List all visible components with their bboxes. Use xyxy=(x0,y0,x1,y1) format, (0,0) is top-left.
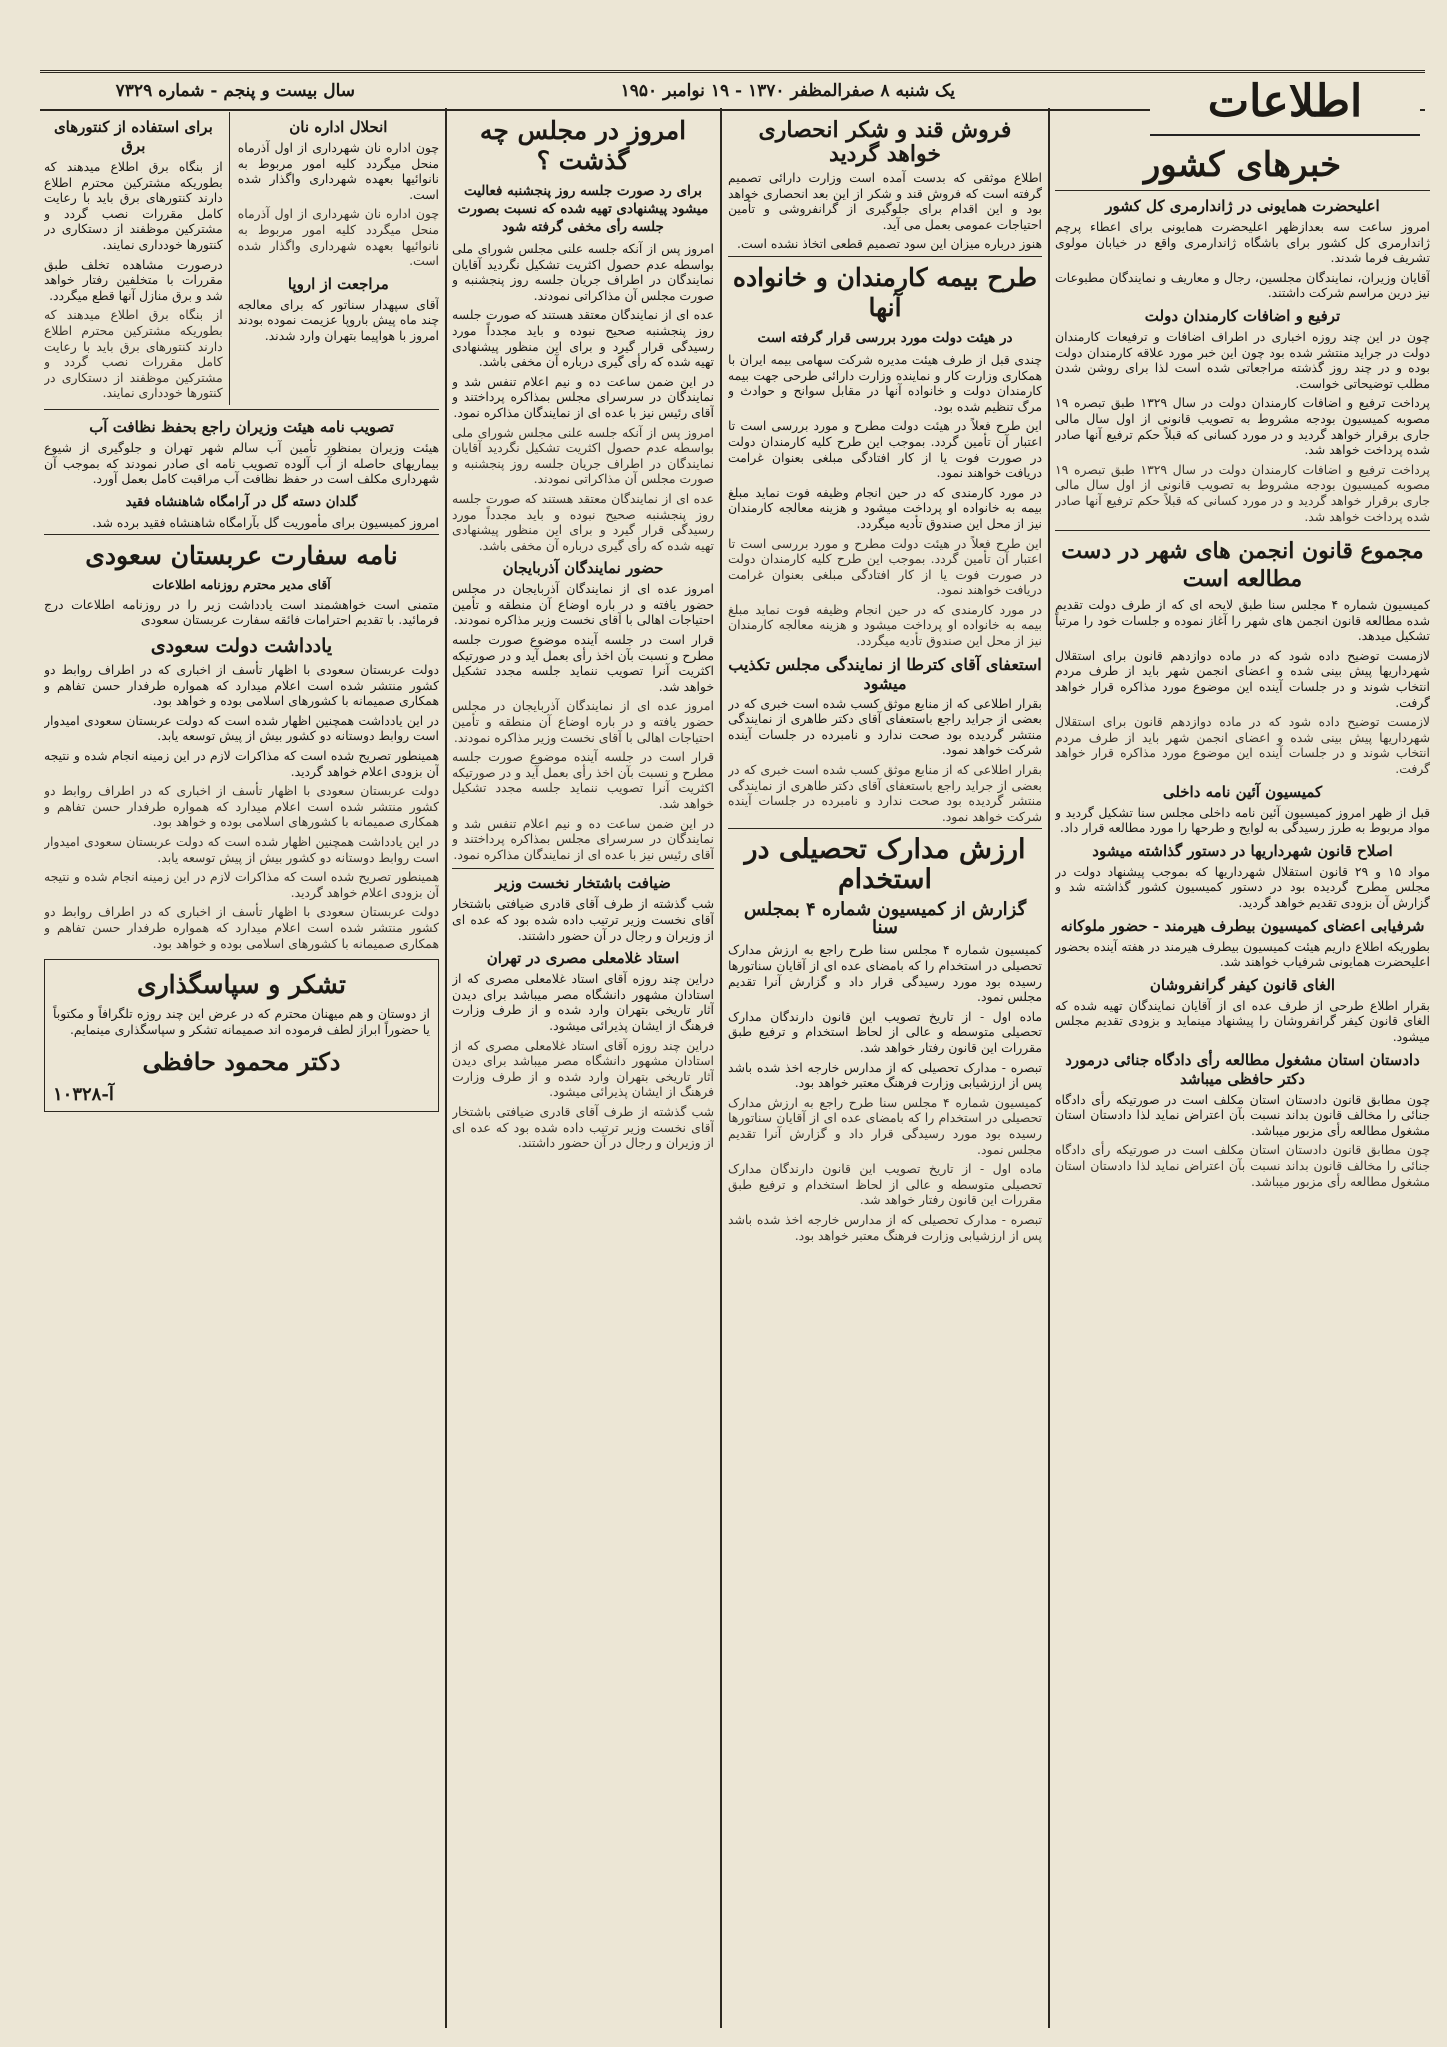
article-text: امروز کمیسیون برای مأموریت گل بآرامگاه شاهنشاه فقید برده شد. xyxy=(92,514,439,530)
volume-issue: سال بیست و پنجم - شماره ۷۳۲۹ xyxy=(115,81,355,101)
article-text: امروز پس از آنکه جلسه علنی مجلس شورای ملی بواسطه عدم حصول اکثریت تشکیل نگردید آقایان نمایندگان در اطراف جریان جلسه روز پنجشنبه و صورت مجلس آن مذاکراتی نمودند. xyxy=(452,424,714,487)
subheadline: گزارش از کمیسیون شماره ۴ بمجلس سنا xyxy=(743,899,1027,939)
article-text: تبصره - مدارک تحصیلی که از مدارس خارجه اخذ شده باشد پس از ارزشیابی وزارت فرهنگ معتبر خواهد بود. xyxy=(728,1211,1042,1243)
article-text: دولت عربستان سعودی با اظهار تأسف از اخباری که در اطراف روابط دو کشور منتشر شده است اعلام میدارد که همواره طرفدار حسن تفاهم و همکاری صمیمانه با کشورهای اسلامی بوده و خواهد بود. xyxy=(44,904,439,951)
article-text: چون مطابق قانون دادستان استان مکلف است در صورتیکه رأی دادگاه جنائی را مخالف قانون بداند نسبت بآن اعتراض نماید لذا دادستان استان مشغول مطالعه رأی مزبور میباشد. xyxy=(1055,1091,1430,1138)
article-text: لازمست توضیح داده شود که در ماده دوازدهم قانون برای استقلال شهرداریها پیش بینی شده و اعضای انجمن شهر باید از طرف مردم انتخاب شوند و در جلسات آینده این موضوع مورد مذاکره قرار خواهد گرفت. xyxy=(1055,714,1430,777)
article-text: آقای مدیر محترم روزنامه اطلاعات xyxy=(152,577,331,593)
article-text: همینطور تصریح شده است که مذاکرات لازم در این زمینه انجام شده و نتیجه آن بزودی اعلام خواهد گردید. xyxy=(44,748,439,779)
article-text: دراین چند روزه آقای استاد غلامعلی مصری که از استادان مشهور دانشگاه مصر میباشد برای دیدن آثار تاریخی بتهران وارد شده و از طرف وزارت فرهنگ از ایشان پذیرائی میشود. xyxy=(452,1037,714,1100)
headline: اعلیحضرت همایونی در ژاندارمری کل کشور xyxy=(1105,197,1380,215)
column-divider xyxy=(445,108,447,2028)
headline: یادداشت دولت سعودی xyxy=(150,635,333,658)
article-text: امروز پس از آنکه جلسه علنی مجلس شورای ملی بواسطه عدم حصول اکثریت تشکیل نگردید آقایان نمایندگان در اطراف جریان جلسه روز پنجشنبه و صورت مجلس آن مذاکراتی نمودند. xyxy=(452,241,714,303)
article-text: دولت عربستان سعودی با اظهار تأسف از اخباری که در اطراف روابط دو کشور منتشر شده است اعلام میدارد که همواره طرفدار حسن تفاهم و همکاری صمیمانه با کشورهای اسلامی بوده و خواهد بود. xyxy=(44,662,439,709)
headline: دادستان استان مشغول مطالعه رأی دادگاه جنائی درمورد دکتر حافظی میباشد xyxy=(1065,1050,1420,1088)
headline: ارزش مدارک تحصیلی در استخدام xyxy=(728,828,1042,895)
headline: گلدان دسته گل در آرامگاه شاهنشاه فقید xyxy=(125,493,358,510)
column-parliament-news xyxy=(452,112,714,2027)
article-text: بقرار اطلاعی که از منابع موثق کسب شده است خبری که در بعضی از جراید راجع باستعفای آقای دکتر طاهری از نمایندگی منتشر گردیده بود صحت ندارد و نامبرده در جلسات آینده شرکت خواهد نمود. xyxy=(728,695,1042,758)
article-text: همینطور تصریح شده است که مذاکرات لازم در این زمینه انجام شده و نتیجه آن بزودی اعلام خواهد گردید. xyxy=(44,869,439,900)
headline: الغای قانون کیفر گرانفروشان xyxy=(1149,975,1336,994)
article-text: کمیسیون شماره ۴ مجلس سنا طبق لایحه ای که از طرف دولت تقدیم شده مطالعه قانون انجمن های شهر را آغاز نموده و جلسات خود را مرتباً تشکیل میدهد. xyxy=(1055,597,1430,644)
subheadline: در هیئت دولت مورد بررسی قرار گرفته است xyxy=(757,329,1013,346)
article-text: عده ای از نمایندگان معتقد هستند که صورت جلسه روز پنجشنبه صحیح نبوده و باید مجدداً مورد رسیدگی قرار گیرد و برای این منظور پیشنهادی تهیه شده که رأی گیری درباره آن مخفی باشد. xyxy=(452,490,714,553)
issue-date: یک شنبه ۸ صفرالمظفر ۱۳۷۰ - ۱۹ نوامبر ۱۹۵۰ xyxy=(620,81,955,101)
headline: برای استفاده از کنتورهای برق xyxy=(53,118,213,155)
article-text: تبصره - مدارک تحصیلی که از مدارس خارجه اخذ شده باشد پس از ارزشیابی وزارت فرهنگ معتبر خواهد بود. xyxy=(728,1059,1042,1091)
article-text: چون در این چند روزه اخباری در اطراف اضافات و ترفیعات کارمندان دولت در جراید منتشر شده بود چون این خبر مورد علاقه کارمندان دولت بوده و در چند روز گذشته مراجعاتی شده است لذا برای روشن شدن مطلب توضیحاتی خواست. xyxy=(1055,328,1430,391)
article-text: دراین چند روزه آقای استاد غلامعلی مصری که از استادان مشهور دانشگاه مصر میباشد برای دیدن آثار تاریخی بتهران وارد شده و از طرف وزارت فرهنگ از ایشان پذیرائی میشود. xyxy=(452,971,714,1033)
article-text: هیئت وزیران بمنظور تأمین آب سالم شهر تهران و جلوگیری از شیوع بیماریهای حاصله از آب آلوده تصویب نامه ای صادر نمودند که بموجب آن شهرداری مکلف است در حفظ نظافت آب مراقبت کامل بعمل آورد. xyxy=(44,439,439,487)
article-text: بقرار اطلاعی که از منابع موثق کسب شده است خبری که در بعضی از جراید راجع باستعفای آقای دکتر طاهری از نمایندگی منتشر گردیده بود صحت ندارد و نامبرده در جلسات آینده شرکت خواهد نمود. xyxy=(728,762,1042,824)
article-text: امروز ساعت سه بعدازظهر اعلیحضرت همایونی برای اعطاء پرچم ژاندارمری کل کشور برای باشگاه ژاندارمری واقع در خیابان مولوی تشریف فرما شدند. xyxy=(1055,219,1430,266)
headline: اصلاح قانون شهرداریها در دستور گذاشته میشود xyxy=(1092,841,1393,860)
article-text: مواد ۱۵ و ۲۹ قانون استقلال شهرداریها که بموجب پیشنهاد دولت در مجلس مطرح گردیده بود در دستور کمیسیون کشور گذاشته شد و گزارش آن بزودی تقدیم خواهد گردید. xyxy=(1055,863,1430,910)
headline: طرح بیمه کارمندان و خانواده آنها xyxy=(728,256,1042,323)
article-text: از دوستان و هم میهنان محترم که در عرض این چند روزه تلگرافاً و مکتوباً یا حضوراً ابراز لطف فرموده اند صمیمانه تشکر و سپاسگذاری مینمایم. xyxy=(53,1006,430,1037)
headline: مراجعت از اروپا xyxy=(287,274,389,293)
article-text: آقایان وزیران، نمایندگان مجلسین، رجال و معاریف و نمایندگان مطبوعات نیز درین مراسم شرکت داشتند. xyxy=(1055,269,1430,301)
article-text: امروز عده ای از نمایندگان آذربایجان در مجلس حضور یافته و در باره اوضاع آن منطقه و تأمین احتیاجات اهالی با آقای نخست وزیر مذاکره نمودند. xyxy=(452,698,714,745)
article-text: عده ای از نمایندگان معتقد هستند که صورت جلسه روز پنجشنبه صحیح نبوده و باید مجدداً مورد رسیدگی قرار گیرد و برای این منظور پیشنهادی تهیه شده که رأی گیری درباره آن مخفی باشد. xyxy=(452,307,714,370)
article-text: بقرار اطلاع طرحی از طرف عده ای از آقایان نمایندگان تهیه شده که الغای قانون کیفر گرانفروشان را پیشنهاد مینماید و بزودی تقدیم مجلس میشود. xyxy=(1055,997,1430,1044)
article-text: در این ضمن ساعت ده و نیم اعلام تنفس شد و نمایندگان در سرسرای مجلس بمذاکره پرداختند و آقای رئیس نیز با عده ای از نمایندگان مذاکره نمود. xyxy=(452,815,714,862)
article-text: ماده اول - از تاریخ تصویب این قانون دارندگان مدارک تحصیلی متوسطه و عالی از لحاظ استخدام و ترفیع طبق مقررات این قانون رفتار خواهد شد. xyxy=(728,1008,1042,1055)
headline: تشکر و سپاسگذاری xyxy=(137,970,346,1000)
column-divider xyxy=(720,108,722,2028)
subheadline: برای رد صورت جلسه روز پنجشنبه فعالیت میشود پیشنهادی تهیه شده که نسبت بصورت جلسه رأی مخفی گرفته شود xyxy=(457,183,709,235)
article-text: کمیسیون شماره ۴ مجلس سنا طرح راجع به ارزش مدارک تحصیلی در استخدام را که بامضای عده ای از آقایان سناتورها رسیده بود مورد رسیدگی قرار داد و گزارش آنرا تقدیم مجلس نمود. xyxy=(728,1094,1042,1157)
article-text: پرداخت ترفیع و اضافات کارمندان دولت در سال ۱۳۲۹ طبق تبصره ۱۹ مصوبه کمیسیون بودجه مشروط به تصویب قانونی از اول سال مالی جاری برقرار خواهد گردید و در مورد کسانی که قبلاً حکم ترفیع آنها صادر شده پرداخت خواهد شد. xyxy=(1055,461,1430,524)
headline: شرفیابی اعضای کمیسیون بیطرف هیرمند - حضور ملوکانه xyxy=(1060,916,1425,935)
headline: امروز در مجلس چه گذشت ؟ xyxy=(479,116,687,175)
article-text: در این یادداشت همچنین اظهار شده است که دولت عربستان سعودی امیدوار است روابط دوستانه دو کشور بیش از پیش توسعه یابد. xyxy=(44,834,439,865)
article-text: در این یادداشت همچنین اظهار شده است که دولت عربستان سعودی امیدوار است روابط دوستانه دو کشور بیش از پیش توسعه یابد. xyxy=(44,712,439,744)
article-text: شب گذشته از طرف آقای قادری ضیافتی باشتخار آقای نخست وزیر ترتیب داده شده بود که عده ای از وزیران و رجال در آن حضور داشتند. xyxy=(452,896,714,943)
signature: دکتر محمود حافظی xyxy=(142,1047,341,1077)
article-text: بطوریکه اطلاع داریم هیئت کمیسیون بیطرف هیرمند در هفته آینده بحضور اعلیحضرت همایونی شرفیاب خواهند شد. xyxy=(1055,938,1430,970)
article-text: ماده اول - از تاریخ تصویب این قانون دارندگان مدارک تحصیلی متوسطه و عالی از لحاظ استخدام و ترفیع طبق مقررات این قانون رفتار خواهد شد. xyxy=(728,1161,1042,1208)
column-domestic-news xyxy=(1055,140,1430,2030)
article-text: این طرح فعلاً در هیئت دولت مطرح و مورد بررسی است تا اعتبار آن تأمین گردد. بموجب این طرح کلیه کارمندان دولت در صورت فوت یا از کار افتادگی مبلغی بعنوان غرامت دریافت خواهند نمود. xyxy=(728,418,1042,481)
headline: انحلال اداره نان xyxy=(289,118,388,136)
headline: مجموع قانون انجمن های شهر در دست مطالعه است xyxy=(1055,530,1430,593)
headline: فروش قند و شکر انحصاری خواهد گردید xyxy=(758,117,1012,167)
article-text: از بنگاه برق اطلاع میدهند که بطوریکه مشترکین محترم اطلاع دارند کنتورهای برق باید با رعایت کامل مقررات نصب گردد و مشترکین موظفند از دستکاری در کنتورها خودداری نمایند. xyxy=(44,159,223,252)
article-text: اطلاع موثقی که بدست آمده است وزارت دارائی تصمیم گرفته است که فروش قند و شکر از این بعد انحصاری خواهد بود و این اقدام برای جلوگیری از گرانفروشی و تأمین احتیاجات عمومی بعمل می آید. xyxy=(728,170,1042,232)
article-text: چندی قبل از طرف هیئت مدیره شرکت سهامی بیمه ایران با همکاری وزارت کار و نماینده وزارت دارائی طرحی جهت بیمه کارمندان دولت و خانواده آنها در مقابل سوانح و حوادث و مرگ تنظیم شده بود. xyxy=(728,351,1042,414)
article-text: چون اداره نان شهرداری از اول آذرماه منحل میگردد کلیه امور مربوط به نانوائیها بعهده شهرداری واگذار شده است. xyxy=(237,206,439,269)
article-text: دولت عربستان سعودی با اظهار تأسف از اخباری که در اطراف روابط دو کشور منتشر شده است اعلام میدارد که همواره طرفدار حسن تفاهم و همکاری صمیمانه با کشورهای اسلامی بوده و خواهد بود. xyxy=(44,783,439,830)
article-text: آقای سپهدار سناتور که برای معالجه چند ماه پیش باروپا عزیمت نموده بودند امروز با هواپیما بتهران وارد شدند. xyxy=(237,296,439,343)
article-text: در مورد کارمندی که در حین انجام وظیفه فوت نماید مبلغ بیمه به خانواده او پرداخت میشود و هزینه معالجه کارمندان نیز از محل این صندوق تأدیه میگردد. xyxy=(728,601,1042,649)
article-text: لازمست توضیح داده شود که در ماده دوازدهم قانون برای استقلال شهرداریها پیش بینی شده و اعضای انجمن شهر باید از طرف مردم انتخاب شوند و در جلسات آینده این موضوع مورد مذاکره قرار خواهد گرفت. xyxy=(1055,647,1430,710)
headline: ترفیع و اضافات کارمندان دولت xyxy=(1144,306,1341,325)
notice-code: آ-۱۰۳۲۸ xyxy=(53,1084,114,1106)
article-text: کمیسیون شماره ۴ مجلس سنا طرح راجع به ارزش مدارک تحصیلی در استخدام را که بامضای عده ای از آقایان سناتورها رسیده بود مورد رسیدگی قرار داد و گزارش آنرا تقدیم مجلس نمود. xyxy=(728,942,1042,1005)
article-text: امروز عده ای از نمایندگان آذربایجان در مجلس حضور یافته و در باره اوضاع آن منطقه و تأمین احتیاجات اهالی با آقای نخست وزیر مذاکره نمودند. xyxy=(452,581,714,628)
column-city-news xyxy=(44,112,439,2027)
article-text: هنوز درباره میزان این سود تصمیم قطعی اتخاذ نشده است. xyxy=(736,236,1042,252)
headline: استاد غلامعلی مصری در تهران xyxy=(486,949,680,968)
article-text: پرداخت ترفیع و اضافات کارمندان دولت در سال ۱۳۲۹ طبق تبصره ۱۹ مصوبه کمیسیون بودجه مشروط به تصویب قانونی از اول سال مالی جاری برقرار خواهد گردید و در مورد کسانی که قبلاً حکم ترفیع آنها صادر شده پرداخت خواهد شد. xyxy=(1055,395,1430,458)
article-text: در این ضمن ساعت ده و نیم اعلام تنفس شد و نمایندگان در سرسرای مجلس بمذاکره پرداختند و آقای رئیس نیز با عده ای از نمایندگان مذاکره نمود. xyxy=(452,373,714,420)
article-text: در مورد کارمندی که در حین انجام وظیفه فوت نماید مبلغ بیمه به خانواده او پرداخت میشود و هزینه معالجه کارمندان نیز از محل این صندوق تأدیه میگردد. xyxy=(728,484,1042,531)
headline: نامه سفارت عربستان سعودی xyxy=(85,541,398,571)
article-text: قرار است در جلسه آینده موضوع صورت جلسه مطرح و نسبت بآن اخذ رأی بعمل آید و در صورتیکه اکثریت آنرا تصویب ننماید جلسه مجدد تشکیل خواهد شد. xyxy=(452,749,714,811)
article-text: این طرح فعلاً در هیئت دولت مطرح و مورد بررسی است تا اعتبار آن تأمین گردد. بموجب این طرح کلیه کارمندان دولت در صورت فوت یا از کار افتادگی مبلغی بعنوان غرامت دریافت خواهند نمود. xyxy=(728,535,1042,598)
headline: استعفای آقای کترطا از نمایندگی مجلس تکذیب میشود xyxy=(728,654,1042,693)
headline: تصویب نامه هیئت وزیران راجع بحفظ نظافت آب xyxy=(89,417,394,436)
article-text: قبل از ظهر امروز کمیسیون آئین نامه داخلی مجلس سنا تشکیل گردید و مواد مربوط به طرز رسیدگی به لوایح و طرحها را مورد مطالعه قرار داد. xyxy=(1055,804,1430,836)
article-text: متمنی است خواهشمند است یادداشت زیر را در روزنامه اطلاعات درج فرمائید. با تقدیم احترامات فائقه سفارت عربستان سعودی xyxy=(44,596,439,628)
masthead-logo: اطلاعات xyxy=(1150,74,1420,136)
article-text: چون اداره نان شهرداری از اول آذرماه منحل میگردد کلیه امور مربوط به نانوائیها بعهده شهرداری واگذار شده است. xyxy=(237,140,439,202)
column-divider xyxy=(1048,108,1050,2028)
article-text: از بنگاه برق اطلاع میدهند که بطوریکه مشترکین محترم اطلاع دارند کنتورهای برق باید با رعایت کامل مقررات نصب گردد و مشترکین موظفند از دستکاری در کنتورها خودداری نمایند. xyxy=(44,307,223,401)
article-text: قرار است در جلسه آینده موضوع صورت جلسه مطرح و نسبت بآن اخذ رأی بعمل آید و در صورتیکه اکثریت آنرا تصویب ننماید جلسه مجدد تشکیل خواهد شد. xyxy=(452,632,714,694)
headline: ضیافت باشتخار نخست وزیر xyxy=(452,868,714,893)
article-text: شب گذشته از طرف آقای قادری ضیافتی باشتخار آقای نخست وزیر ترتیب داده شده بود که عده ای از وزیران و رجال در آن حضور داشتند. xyxy=(452,1103,714,1151)
headline: کمیسیون آئین نامه داخلی xyxy=(1162,782,1323,801)
column-economy-news xyxy=(728,112,1042,2027)
article-text: چون مطابق قانون دادستان استان مکلف است در صورتیکه رأی دادگاه جنائی را مخالف قانون بداند نسبت بآن اعتراض نماید لذا دادستان استان مشغول مطالعه رأی مزبور میباشد. xyxy=(1055,1142,1430,1189)
headline: حضور نمایندگان آذربایجان xyxy=(502,559,664,578)
thanks-notice-box xyxy=(44,959,439,1112)
article-text: درصورت مشاهده تخلف طبق مقررات با متخلفین رفتار خواهد شد و برق منازل آنها قطع میگردد. xyxy=(44,256,223,303)
section-title: خبرهای کشور xyxy=(1055,144,1430,191)
